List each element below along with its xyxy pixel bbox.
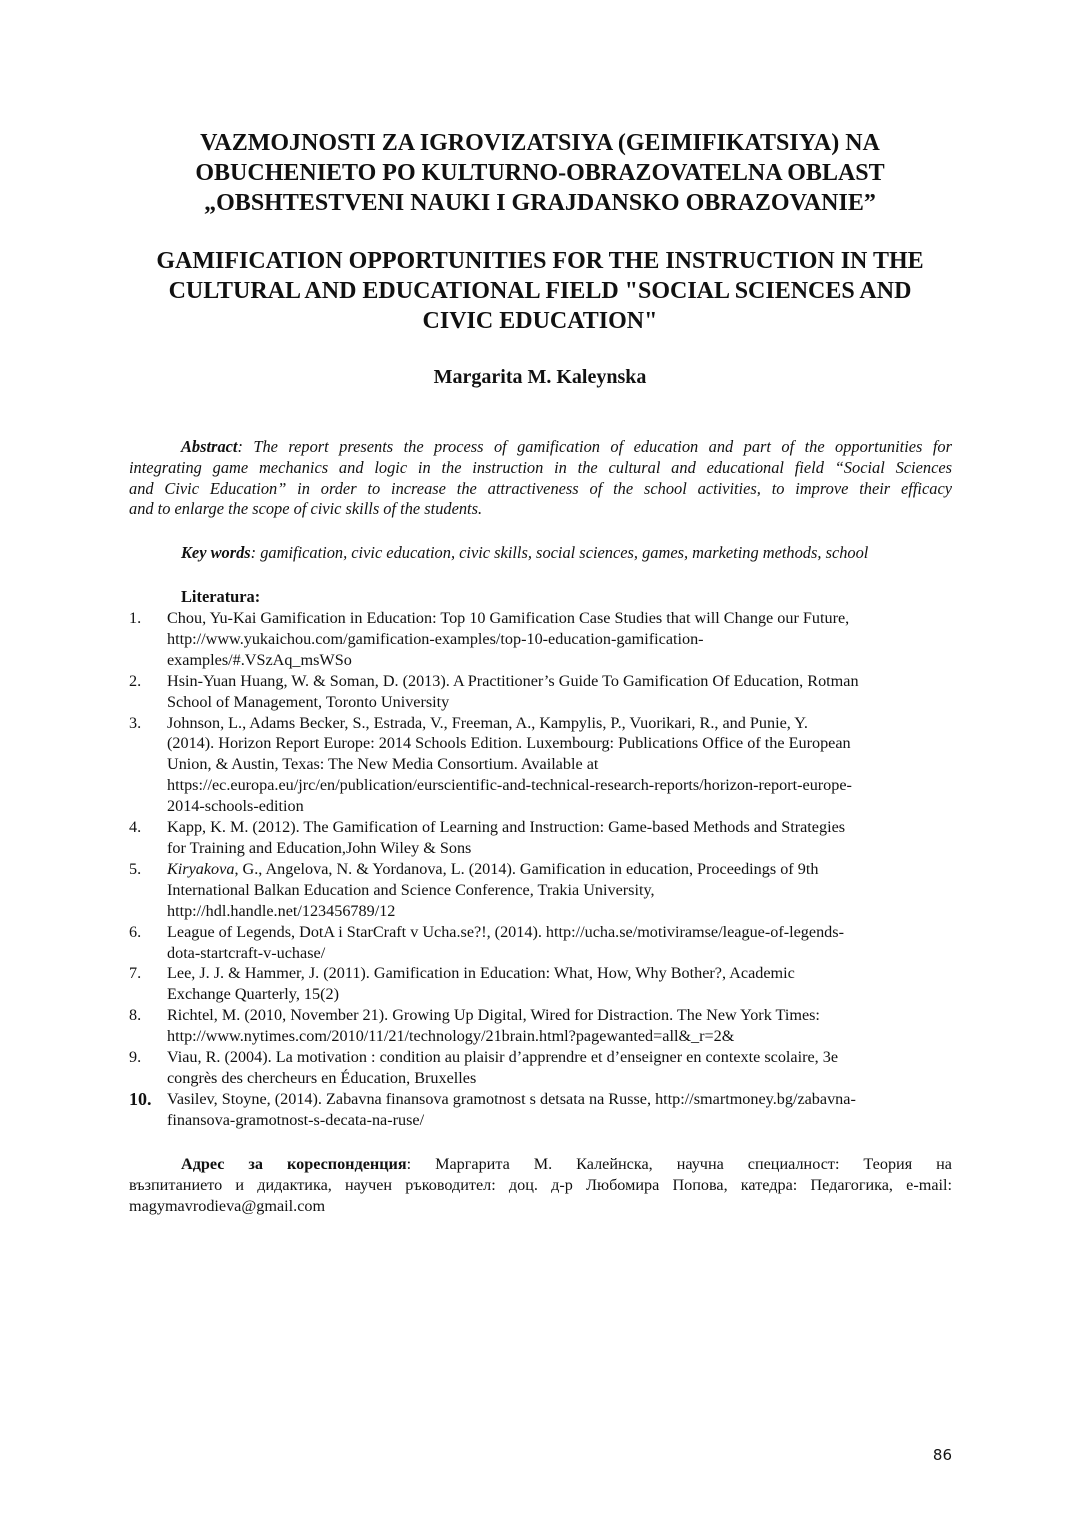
reference-line: dota-startcraft-v-uchase/ [167,943,326,962]
title-bg-line: VAZMOJNOSTI ZA IGROVIZATSIYA (GEIMIFIKATSIYA) NA [200,130,880,156]
address-line: възпитанието и дидактика, научен ръководител: доц. д-р Любомира Попова, катедра: Педагогика, e-mail: [129,1176,952,1194]
reference-italic-author: Kiryakova [167,859,235,878]
reference-line: Richtel, M. (2010, November 21). Growing Up Digital, Wired for Distraction. The New York Times: [167,1006,820,1025]
abstract [129,437,952,520]
abstract-line: and Civic Education” in order to increase the attractiveness of the school activities, to improve their efficacy [129,478,952,498]
reference-line: for Training and Education,John Wiley & Sons [167,838,472,857]
reference-line: Lee, J. J. & Hammer, J. (2011). Gamification in Education: What, How, Why Bother?, Academic [167,964,795,983]
reference-line: School of Management, Toronto University [167,692,450,711]
reference-number: 5. [129,859,142,878]
keywords-label: Key words [181,543,251,562]
abstract-line: integrating game mechanics and logic in the instruction in the cultural and educational field “Social Sciences [129,457,952,477]
reference-number: 1. [129,609,142,627]
reference-item [129,713,953,818]
title-bulgarian [128,128,952,218]
abstract-label: Abstract [181,437,238,456]
reference-number: 7. [129,964,142,983]
reference-number: 10. [129,1088,152,1109]
reference-list [129,608,953,1131]
reference-line: http://www.nytimes.com/2010/11/21/technology/21brain.html?pagewanted=all&_r=2& [167,1027,735,1046]
title-en-line: GAMIFICATION OPPORTUNITIES FOR THE INSTRUCTION IN THE [156,248,924,274]
correspondence-address [129,1154,952,1217]
reference-line: http://www.yukaichou.com/gamification-examples/top-10-education-gamification- [167,629,704,648]
author-name: Margarita M. Kaleynska [433,366,647,388]
abstract-line: and to enlarge the scope of civic skills of the students. [129,499,483,519]
reference-line: congrès des chercheurs en Éducation, Bruxelles [167,1068,477,1087]
reference-number: 9. [129,1048,142,1067]
reference-item [129,859,953,922]
title-bg-line: „OBSHTESTVENI NAUKI I GRAJDANSKO OBRAZOVANIE” [204,190,876,216]
reference-line [167,859,953,880]
reference-item [129,963,953,1005]
title-english [128,246,952,336]
reference-item [129,817,953,859]
reference-number: 3. [129,713,142,732]
title-en-line: CULTURAL AND EDUCATIONAL FIELD "SOCIAL SCIENCES AND [168,278,912,304]
reference-line: Exchange Quarterly, 15(2) [167,985,339,1004]
reference-line: https://ec.europa.eu/jrc/en/publication/eurscientific-and-technical-research-reports/horizon-report-europe- [167,776,852,795]
reference-line: League of Legends, DotA i StarCraft v Ucha.se?!, (2014). http://ucha.se/motiviramse/league-of-legends- [167,922,844,941]
reference-line: Johnson, L., Adams Becker, S., Estrada, V., Freeman, A., Kampylis, P., Vuorikari, R., and Punie, Y. [167,713,808,732]
reference-line: finansova-gramotnost-s-decata-na-ruse/ [167,1110,425,1129]
page-number: 86 [932,1446,952,1464]
reference-line: Vasilev, Stoyne, (2014). Zabavna finansova gramotnost s detsata na Russe, http://smartmoney.bg/zabavna- [167,1089,856,1108]
reference-item [129,922,953,964]
address-line [129,1154,952,1175]
reference-item [129,608,953,671]
literature-heading: Literatura: [181,587,261,606]
title-bg-line: OBUCHENIETO PO KULTURNO-OBRAZOVATELNA OBLAST [195,160,885,186]
address-text: : Маргарита М. Калейнска, научна специалност: Теория на [406,1155,952,1173]
reference-number: 6. [129,922,142,941]
reference-number: 4. [129,818,142,837]
reference-item [129,1089,953,1131]
reference-line: International Balkan Education and Science Conference, Trakia University, [167,880,655,899]
reference-line: Chou, Yu-Kai Gamification in Education: Top 10 Gamification Case Studies that will Change our Future, [167,609,850,627]
reference-line: examples/#.VSzAq_msWSo [167,650,352,669]
keywords-text: : gamification, civic education, civic skills, social sciences, games, marketing methods, school [250,543,869,562]
keywords [181,542,868,563]
reference-line: Hsin-Yuan Huang, W. & Soman, D. (2013). A Practitioner’s Guide To Gamification Of Education, Rotman [167,671,859,690]
reference-line: (2014). Horizon Report Europe: 2014 Schools Edition. Luxembourg: Publications Office of the European [167,734,851,753]
reference-line: Viau, R. (2004). La motivation : condition au plaisir d’apprendre et d’enseigner en contexte scolaire, 3e [167,1048,839,1067]
reference-item [129,1005,953,1047]
reference-line: Union, & Austin, Texas: The New Media Consortium. Available at [167,755,599,774]
reference-line: Kapp, K. M. (2012). The Gamification of Learning and Instruction: Game-based Methods and Strategies [167,818,846,837]
reference-number: 2. [129,671,142,690]
address-line: magymavrodieva@gmail.com [129,1197,326,1215]
reference-item [129,671,953,713]
reference-line: 2014-schools-edition [167,797,304,816]
reference-number: 8. [129,1006,142,1025]
address-label: Адрес за кореспонденция [181,1155,407,1173]
reference-line: http://hdl.handle.net/123456789/12 [167,901,396,920]
reference-item [129,1047,953,1089]
abstract-line [129,437,952,458]
abstract-text: : The report presents the process of gamification of education and part of the opportunities for [237,437,952,456]
title-en-line: CIVIC EDUCATION" [422,308,658,334]
reference-text: , G., Angelova, N. & Yordanova, L. (2014). Gamification in education, Proceedings of 9th [234,859,819,878]
